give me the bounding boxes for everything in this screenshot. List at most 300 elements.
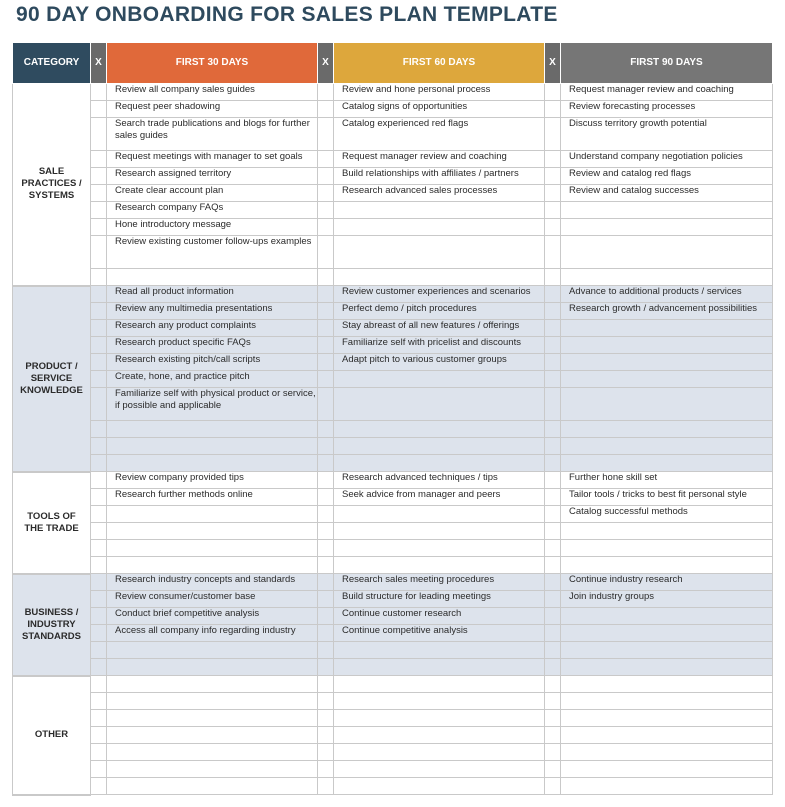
checkbox-cell-90[interactable] [545,269,561,286]
task-cell-90[interactable] [561,642,773,659]
checkbox-cell-30[interactable] [91,778,107,795]
task-cell-60[interactable]: Review and hone personal process [334,84,545,101]
table-row [13,489,773,506]
checkbox-cell-30[interactable] [91,659,107,676]
checkbox-cell-90[interactable] [545,84,561,101]
checkbox-cell-90[interactable] [545,320,561,337]
checkbox-cell-60[interactable] [318,168,334,185]
task-cell-60[interactable]: Seek advice from manager and peers [334,489,545,506]
task-cell-60[interactable] [334,761,545,778]
checkbox-cell-60[interactable] [318,489,334,506]
task-cell-60[interactable] [334,455,545,472]
checkbox-cell-30[interactable] [91,388,107,421]
task-cell-90[interactable] [561,202,773,219]
checkbox-cell-30[interactable] [91,219,107,236]
checkbox-cell-30[interactable] [91,371,107,388]
task-cell-90[interactable]: Research growth / advancement possibilities [561,303,773,320]
header-row [13,43,773,84]
category-label [13,84,91,286]
task-cell-60[interactable]: Catalog signs of opportunities [334,101,545,118]
task-cell-90[interactable]: Advance to additional products / services [561,286,773,303]
task-cell-60[interactable] [334,269,545,286]
checkbox-cell-60[interactable] [318,523,334,540]
task-cell-90[interactable]: Continue industry research [561,574,773,591]
checkbox-cell-30[interactable] [91,455,107,472]
task-cell-90[interactable] [561,744,773,761]
category-label-line: THE TRADE [24,522,79,534]
task-cell-60[interactable] [334,676,545,693]
checkbox-cell-90[interactable] [545,438,561,455]
task-cell-90[interactable] [561,337,773,354]
task-cell-90[interactable]: Discuss territory growth potential [561,118,773,151]
task-cell-30[interactable]: Research product specific FAQs [107,337,318,354]
table-row [13,506,773,523]
task-cell-30[interactable] [107,693,318,710]
task-cell-60[interactable] [334,236,545,269]
checkbox-cell-90[interactable] [545,540,561,557]
checkbox-cell-30[interactable] [91,574,107,591]
checkbox-cell-60[interactable] [318,101,334,118]
checkbox-cell-90[interactable] [545,168,561,185]
table-row [13,185,773,202]
task-cell-60[interactable] [334,557,545,574]
table-row [13,371,773,388]
task-cell-60[interactable]: Continue customer research [334,608,545,625]
task-cell-30[interactable]: Familiarize self with physical product or service, if possible and applicable [107,388,318,421]
checkbox-cell-60[interactable] [318,744,334,761]
checkbox-cell-60[interactable] [318,388,334,421]
task-cell-30[interactable] [107,506,318,523]
task-cell-90[interactable] [561,659,773,676]
table-row [13,337,773,354]
task-cell-90[interactable]: Join industry groups [561,591,773,608]
header-first-60-days: FIRST 60 DAYS [334,43,545,84]
table-row [13,168,773,185]
checkbox-cell-60[interactable] [318,219,334,236]
checkbox-cell-90[interactable] [545,472,561,489]
checkbox-cell-90[interactable] [545,506,561,523]
header-x-30: X [91,43,107,84]
category-label-line: SYSTEMS [28,190,75,202]
table-row [13,202,773,219]
checkbox-cell-60[interactable] [318,438,334,455]
header-x-60: X [318,43,334,84]
task-cell-60[interactable]: Research sales meeting procedures [334,574,545,591]
task-cell-60[interactable] [334,202,545,219]
checkbox-cell-60[interactable] [318,303,334,320]
task-cell-90[interactable] [561,727,773,744]
task-cell-30[interactable] [107,540,318,557]
checkbox-cell-90[interactable] [545,642,561,659]
task-cell-60[interactable]: Review customer experiences and scenarios [334,286,545,303]
checkbox-cell-90[interactable] [545,236,561,269]
task-cell-60[interactable] [334,219,545,236]
section-1 [13,286,773,472]
task-cell-30[interactable]: Research further methods online [107,489,318,506]
table-row [13,438,773,455]
task-cell-90[interactable] [561,523,773,540]
checkbox-cell-60[interactable] [318,506,334,523]
checkbox-cell-60[interactable] [318,286,334,303]
table-row [13,472,773,489]
table-row [13,388,773,421]
table-row [13,421,773,438]
table-row [13,591,773,608]
task-cell-60[interactable]: Request manager review and coaching [334,151,545,168]
checkbox-cell-60[interactable] [318,320,334,337]
table-row [13,710,773,727]
checkbox-cell-30[interactable] [91,540,107,557]
checkbox-cell-60[interactable] [318,185,334,202]
task-cell-30[interactable]: Hone introductory message [107,219,318,236]
checkbox-cell-90[interactable] [545,693,561,710]
task-cell-30[interactable] [107,761,318,778]
task-cell-60[interactable]: Adapt pitch to various customer groups [334,354,545,371]
checkbox-cell-30[interactable] [91,151,107,168]
table-row [13,151,773,168]
task-cell-30[interactable] [107,455,318,472]
checkbox-cell-60[interactable] [318,455,334,472]
task-cell-30[interactable]: Review existing customer follow-ups examples [107,236,318,269]
task-cell-30[interactable]: Search trade publications and blogs for further sales guides [107,118,318,151]
checkbox-cell-30[interactable] [91,269,107,286]
task-cell-90[interactable] [561,388,773,421]
checkbox-cell-60[interactable] [318,574,334,591]
checkbox-cell-60[interactable] [318,354,334,371]
task-cell-90[interactable]: Review and catalog red flags [561,168,773,185]
checkbox-cell-60[interactable] [318,693,334,710]
task-cell-60[interactable] [334,540,545,557]
checkbox-cell-60[interactable] [318,727,334,744]
checkbox-cell-90[interactable] [545,286,561,303]
task-cell-60[interactable] [334,710,545,727]
checkbox-cell-90[interactable] [545,659,561,676]
checkbox-cell-60[interactable] [318,676,334,693]
task-cell-30[interactable] [107,676,318,693]
checkbox-cell-30[interactable] [91,506,107,523]
task-cell-90[interactable] [561,608,773,625]
task-cell-30[interactable] [107,778,318,795]
checkbox-cell-90[interactable] [545,676,561,693]
category-label [13,472,91,574]
checkbox-cell-30[interactable] [91,642,107,659]
checkbox-cell-90[interactable] [545,337,561,354]
category-label-line: TOOLS OF [27,510,76,522]
task-cell-90[interactable]: Tailor tools / tricks to best fit personal style [561,489,773,506]
table-row [13,557,773,574]
table-row [13,574,773,591]
header-first-90-days: FIRST 90 DAYS [561,43,773,84]
checkbox-cell-90[interactable] [545,371,561,388]
task-cell-60[interactable] [334,523,545,540]
checkbox-cell-90[interactable] [545,744,561,761]
task-cell-30[interactable] [107,557,318,574]
task-cell-90[interactable]: Understand company negotiation policies [561,151,773,168]
checkbox-cell-90[interactable] [545,761,561,778]
task-cell-90[interactable] [561,320,773,337]
task-cell-30[interactable]: Review consumer/customer base [107,591,318,608]
checkbox-cell-30[interactable] [91,320,107,337]
task-cell-60[interactable] [334,727,545,744]
task-cell-90[interactable] [561,269,773,286]
checkbox-cell-30[interactable] [91,337,107,354]
table-row [13,676,773,693]
checkbox-cell-90[interactable] [545,557,561,574]
checkbox-cell-90[interactable] [545,219,561,236]
checkbox-cell-60[interactable] [318,269,334,286]
checkbox-cell-90[interactable] [545,574,561,591]
checkbox-cell-60[interactable] [318,540,334,557]
task-cell-60[interactable] [334,371,545,388]
checkbox-cell-60[interactable] [318,236,334,269]
task-cell-30[interactable]: Request meetings with manager to set goals [107,151,318,168]
checkbox-cell-30[interactable] [91,438,107,455]
checkbox-cell-30[interactable] [91,727,107,744]
task-cell-60[interactable]: Build relationships with affiliates / partners [334,168,545,185]
checkbox-cell-60[interactable] [318,118,334,151]
task-cell-90[interactable] [561,710,773,727]
checkbox-cell-90[interactable] [545,727,561,744]
task-cell-30[interactable]: Access all company info regarding industry [107,625,318,642]
checkbox-cell-30[interactable] [91,84,107,101]
task-cell-90[interactable] [561,540,773,557]
table-row [13,523,773,540]
category-label-line: SALE [38,166,65,178]
checkbox-cell-30[interactable] [91,168,107,185]
checkbox-cell-90[interactable] [545,354,561,371]
table-row [13,778,773,795]
table-row [13,540,773,557]
task-cell-90[interactable] [561,455,773,472]
checkbox-cell-90[interactable] [545,591,561,608]
task-cell-90[interactable] [561,761,773,778]
task-cell-30[interactable]: Research assigned territory [107,168,318,185]
task-cell-30[interactable] [107,269,318,286]
task-cell-30[interactable]: Review company provided tips [107,472,318,489]
task-cell-30[interactable]: Request peer shadowing [107,101,318,118]
task-cell-90[interactable] [561,219,773,236]
header-first-30-days: FIRST 30 DAYS [107,43,318,84]
table-row [13,693,773,710]
checkbox-cell-90[interactable] [545,388,561,421]
task-cell-90[interactable]: Further hone skill set [561,472,773,489]
checkbox-cell-30[interactable] [91,591,107,608]
section-0 [13,84,773,286]
category-label-line: STANDARDS [22,630,81,642]
checkbox-cell-90[interactable] [545,778,561,795]
task-cell-90[interactable] [561,676,773,693]
checkbox-cell-90[interactable] [545,421,561,438]
checkbox-cell-30[interactable] [91,693,107,710]
task-cell-60[interactable]: Continue competitive analysis [334,625,545,642]
task-cell-60[interactable] [334,659,545,676]
checkbox-cell-90[interactable] [545,625,561,642]
table-row [13,761,773,778]
table-row [13,286,773,303]
task-cell-60[interactable]: Research advanced sales processes [334,185,545,202]
checkbox-cell-30[interactable] [91,625,107,642]
task-cell-90[interactable]: Catalog successful methods [561,506,773,523]
task-cell-90[interactable] [561,693,773,710]
task-cell-30[interactable] [107,744,318,761]
task-cell-90[interactable] [561,421,773,438]
checkbox-cell-60[interactable] [318,337,334,354]
checkbox-cell-30[interactable] [91,608,107,625]
task-cell-90[interactable] [561,438,773,455]
category-label-line: PRODUCT / [25,360,78,372]
category-label-line: INDUSTRY [27,618,76,630]
table-row [13,303,773,320]
task-cell-30[interactable]: Research any product complaints [107,320,318,337]
task-cell-30[interactable]: Read all product information [107,286,318,303]
checkbox-cell-90[interactable] [545,523,561,540]
category-label-line: BUSINESS / [24,606,79,618]
table-row [13,354,773,371]
checkbox-cell-90[interactable] [545,608,561,625]
checkbox-cell-90[interactable] [545,202,561,219]
task-cell-90[interactable]: Review forecasting processes [561,101,773,118]
task-cell-30[interactable] [107,523,318,540]
checkbox-cell-90[interactable] [545,151,561,168]
checkbox-cell-30[interactable] [91,202,107,219]
checkbox-cell-60[interactable] [318,778,334,795]
checkbox-cell-90[interactable] [545,710,561,727]
checkbox-cell-60[interactable] [318,608,334,625]
checkbox-cell-30[interactable] [91,354,107,371]
task-cell-60[interactable]: Catalog experienced red flags [334,118,545,151]
table-row [13,642,773,659]
checkbox-cell-60[interactable] [318,557,334,574]
task-cell-90[interactable] [561,557,773,574]
table-row [13,320,773,337]
checkbox-cell-60[interactable] [318,371,334,388]
table-row [13,101,773,118]
checkbox-cell-30[interactable] [91,185,107,202]
header-category: CATEGORY [13,43,91,84]
task-cell-30[interactable] [107,438,318,455]
task-cell-30[interactable]: Review all company sales guides [107,84,318,101]
checkbox-cell-90[interactable] [545,118,561,151]
checkbox-cell-30[interactable] [91,489,107,506]
checkbox-cell-60[interactable] [318,659,334,676]
task-cell-60[interactable] [334,642,545,659]
task-cell-30[interactable]: Research existing pitch/call scripts [107,354,318,371]
checkbox-cell-90[interactable] [545,489,561,506]
checkbox-cell-60[interactable] [318,642,334,659]
checkbox-cell-30[interactable] [91,710,107,727]
checkbox-cell-30[interactable] [91,118,107,151]
checkbox-cell-30[interactable] [91,744,107,761]
category-label [13,286,91,472]
task-cell-30[interactable] [107,659,318,676]
checkbox-cell-30[interactable] [91,236,107,269]
task-cell-90[interactable] [561,354,773,371]
checkbox-cell-90[interactable] [545,101,561,118]
task-cell-30[interactable] [107,421,318,438]
task-cell-90[interactable] [561,371,773,388]
task-cell-30[interactable] [107,727,318,744]
task-cell-60[interactable]: Research advanced techniques / tips [334,472,545,489]
task-cell-90[interactable]: Request manager review and coaching [561,84,773,101]
table-row [13,455,773,472]
checkbox-cell-30[interactable] [91,303,107,320]
task-cell-90[interactable] [561,625,773,642]
checkbox-cell-60[interactable] [318,472,334,489]
task-cell-30[interactable]: Create clear account plan [107,185,318,202]
task-cell-30[interactable]: Review any multimedia presentations [107,303,318,320]
task-cell-90[interactable] [561,236,773,269]
task-cell-90[interactable] [561,778,773,795]
checkbox-cell-30[interactable] [91,557,107,574]
checkbox-cell-30[interactable] [91,761,107,778]
table-row [13,625,773,642]
table-row [13,744,773,761]
task-cell-60[interactable] [334,438,545,455]
task-cell-90[interactable]: Review and catalog successes [561,185,773,202]
checkbox-cell-60[interactable] [318,761,334,778]
section-3 [13,574,773,676]
page-title: 90 DAY ONBOARDING FOR SALES PLAN TEMPLATE [16,3,558,26]
checkbox-cell-30[interactable] [91,676,107,693]
checkbox-cell-30[interactable] [91,472,107,489]
checkbox-cell-60[interactable] [318,710,334,727]
checkbox-cell-30[interactable] [91,101,107,118]
task-cell-30[interactable]: Create, hone, and practice pitch [107,371,318,388]
onboarding-table [12,42,773,796]
checkbox-cell-60[interactable] [318,202,334,219]
checkbox-cell-90[interactable] [545,303,561,320]
task-cell-30[interactable] [107,710,318,727]
task-cell-30[interactable]: Research company FAQs [107,202,318,219]
task-cell-60[interactable]: Familiarize self with pricelist and discounts [334,337,545,354]
task-cell-60[interactable] [334,506,545,523]
checkbox-cell-60[interactable] [318,84,334,101]
table-row [13,659,773,676]
task-cell-60[interactable] [334,693,545,710]
table-row [13,608,773,625]
checkbox-cell-30[interactable] [91,421,107,438]
task-cell-30[interactable] [107,642,318,659]
task-cell-60[interactable] [334,778,545,795]
category-label-line: KNOWLEDGE [20,384,83,396]
table-row [13,236,773,269]
task-cell-60[interactable]: Build structure for leading meetings [334,591,545,608]
checkbox-cell-60[interactable] [318,151,334,168]
task-cell-60[interactable] [334,388,545,421]
table-row [13,219,773,236]
table-row [13,727,773,744]
checkbox-cell-90[interactable] [545,185,561,202]
task-cell-30[interactable]: Research industry concepts and standards [107,574,318,591]
table-row [13,118,773,151]
checkbox-cell-90[interactable] [545,455,561,472]
category-label-line: PRACTICES / [21,178,82,190]
category-label-line: SERVICE [30,372,73,384]
task-cell-60[interactable] [334,744,545,761]
task-cell-60[interactable]: Stay abreast of all new features / offerings [334,320,545,337]
checkbox-cell-60[interactable] [318,625,334,642]
task-cell-60[interactable]: Perfect demo / pitch procedures [334,303,545,320]
checkbox-cell-30[interactable] [91,286,107,303]
table-row [13,269,773,286]
checkbox-cell-30[interactable] [91,523,107,540]
task-cell-60[interactable] [334,421,545,438]
category-label-line: OTHER [34,729,69,740]
checkbox-cell-60[interactable] [318,591,334,608]
task-cell-30[interactable]: Conduct brief competitive analysis [107,608,318,625]
checkbox-cell-60[interactable] [318,421,334,438]
category-label [13,574,91,676]
